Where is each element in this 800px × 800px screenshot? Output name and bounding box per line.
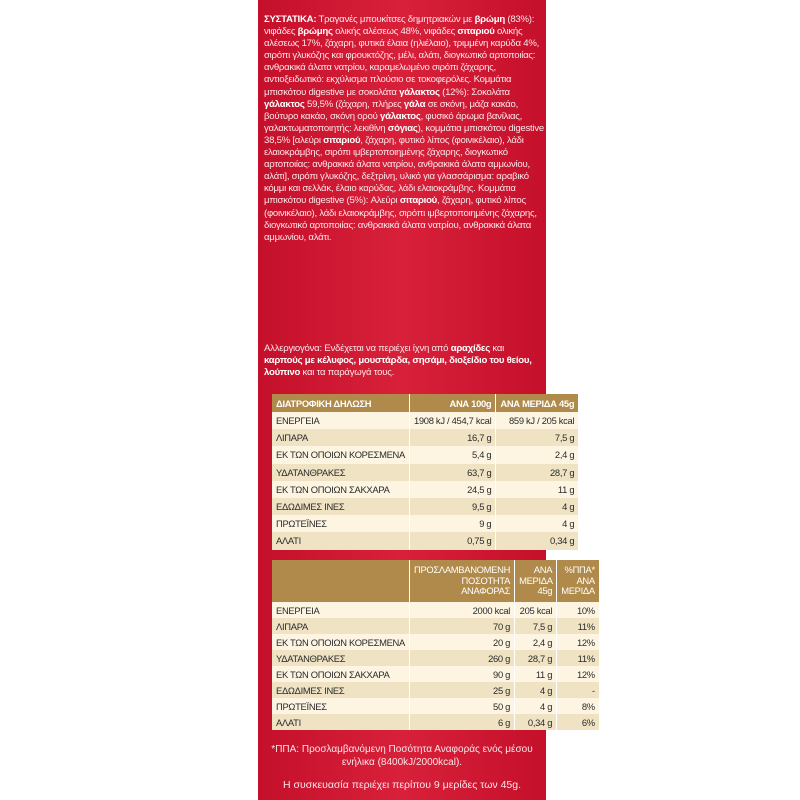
ingredients-segment: 59,5% (ζάχαρη, πλήρες: [304, 98, 404, 110]
reference-header-label: [272, 560, 409, 602]
per-serving-value: 4 g: [515, 698, 557, 714]
nutrition-row: [272, 498, 578, 515]
ingredients-segment: Τραγανές μπουκίτσες δημητριακών με: [316, 14, 475, 25]
ingredients-bold-segment: σιταριού: [457, 26, 495, 38]
reference-header-row: [272, 560, 599, 602]
nutrient-label: ΛΙΠΑΡΑ: [272, 429, 409, 446]
allergens-segment: και τα παράγωγά τους.: [300, 367, 395, 379]
nutrient-label: ΠΡΩΤΕΪΝΕΣ: [272, 698, 409, 714]
nutrient-label: ΕΔΩΔΙΜΕΣ ΙΝΕΣ: [272, 498, 409, 515]
per-serving-value: 4 g: [496, 498, 578, 515]
nutrient-label: ΥΔΑΤΑΝΘΡΑΚΕΣ: [272, 650, 409, 666]
per100-value: 16,7 g: [409, 429, 495, 446]
nutrition-row: [272, 515, 578, 532]
ri-percent-value: 10%: [557, 602, 599, 618]
per100-value: 0,75 g: [409, 532, 495, 549]
per100-value: 9,5 g: [409, 498, 495, 515]
nutrient-label: ΕΚ ΤΩΝ ΟΠΟΙΩΝ ΚΟΡΕΣΜΕΝΑ: [272, 446, 409, 463]
per-serving-value: 2,4 g: [515, 634, 557, 650]
allergens-text: [264, 343, 544, 379]
label-panel: [258, 0, 595, 800]
allergens-bold-segment: αραχίδες: [450, 343, 490, 354]
reference-header-pct: %ΠΠΑ* ΑΝΑ ΜΕΡΙΔΑ: [557, 560, 599, 602]
ri-value: 6 g: [409, 714, 514, 730]
servings-note: Η συσκευασία περιέχει περίπου 9 μερίδες των 45g.: [282, 779, 522, 791]
per100-value: 63,7 g: [409, 464, 495, 481]
per-serving-value: 28,7 g: [496, 464, 578, 481]
ri-value: 20 g: [409, 634, 514, 650]
nutrient-label: ΕΝΕΡΓΕΙΑ: [272, 412, 409, 429]
ingredients-bold-segment: γάλα: [403, 98, 426, 110]
ri-percent-value: 12%: [557, 666, 599, 682]
per-serving-value: 7,5 g: [496, 429, 578, 446]
ingredients-bold-segment: σιταριού: [399, 195, 438, 207]
ri-percent-value: -: [557, 682, 599, 698]
ingredients-bold-segment: βρώμης: [297, 26, 333, 38]
ingredients-bold-segment: γάλακτος: [399, 86, 440, 98]
per-serving-value: 4 g: [496, 515, 578, 532]
nutrition-header-per-serving: ΑΝΑ ΜΕΡΙΔΑ 45g: [496, 394, 578, 412]
allergens-bold-segment: καρπούς με κέλυφος, μουστάρδα, σησάμι, διοξείδιο του θείου, λούπινο: [264, 355, 532, 379]
ri-percent-value: 8%: [557, 698, 599, 714]
per-serving-value: 859 kJ / 205 kcal: [496, 412, 578, 429]
per100-value: 24,5 g: [409, 481, 495, 498]
nutrient-label: ΑΛΑΤΙ: [272, 532, 409, 549]
ingredients-bold-segment: ΣΥΣΤΑΤΙΚΑ:: [264, 14, 317, 25]
nutrition-row: [272, 446, 578, 463]
nutrient-label: ΕΚ ΤΩΝ ΟΠΟΙΩΝ ΚΟΡΕΣΜΕΝΑ: [272, 634, 409, 650]
ri-value: 90 g: [409, 666, 514, 682]
nutrition-row: [272, 412, 578, 429]
ri-footnote: *ΠΠΑ: Προσλαμβανόμενη Ποσότητα Αναφοράς ενός μέσου ενήλικα (8400kJ/2000kcal).: [271, 744, 533, 768]
ri-percent-value: 11%: [557, 650, 599, 666]
ingredients-segment: σε σκόνη, μάζα κακάο, βούτυρο κακάο, σκόνη ορού: [264, 98, 519, 122]
nutrition-header-per100: ΑΝΑ 100g: [409, 394, 495, 412]
nutrition-row: [272, 429, 578, 446]
per-serving-value: 2,4 g: [496, 446, 578, 463]
reference-row: [272, 698, 599, 714]
nutrient-label: ΕΝΕΡΓΕΙΑ: [272, 602, 409, 618]
reference-row: [272, 714, 599, 730]
per-serving-value: 28,7 g: [515, 650, 557, 666]
reference-header-per-serving: ΑΝΑ ΜΕΡΙΔΑ 45g: [515, 560, 557, 602]
reference-row: [272, 650, 599, 666]
nutrient-label: ΛΙΠΑΡΑ: [272, 618, 409, 634]
nutrient-label: ΕΔΩΔΙΜΕΣ ΙΝΕΣ: [272, 682, 409, 698]
nutrient-label: ΕΚ ΤΩΝ ΟΠΟΙΩΝ ΣΑΚΧΑΡΑ: [272, 481, 409, 498]
nutrient-label: ΥΔΑΤΑΝΘΡΑΚΕΣ: [272, 464, 409, 481]
per100-value: 1908 kJ / 454,7 kcal: [409, 412, 495, 429]
nutrition-row: [272, 532, 578, 549]
ingredients-segment: (12%): Σοκολάτα: [439, 86, 510, 98]
per100-value: 9 g: [409, 515, 495, 532]
ri-value: 70 g: [409, 618, 514, 634]
per-serving-value: 11 g: [515, 666, 557, 682]
reference-row: [272, 666, 599, 682]
reference-row: [272, 602, 599, 618]
ingredients-segment: , ζάχαρη, φυτικό λίπος (φοινικέλαιο), λάδι ελαιοκράμβης, σιρόπι ιμβερτοποιημένης ζάχαρης, διογκωτικό αρτοποιίας: ανθρακικά άλατα νατρίου, ανθρακικά άλατα αμμωνίου, αλάτι], σιρόπι γλυκόζης, δεξτρίνη, υλικό για γλασσάρισμα: αραβικό κόμμι και σελλάκ, έλαιο καρύδας, λάδι ελαιοκράμβης. Κομμάτια μπισκότου digestive (5%): Αλεύρι: [264, 134, 530, 207]
ingredients-segment: ολικής αλέσεως 17%, ζάχαρη, φυτικά έλαια (ηλιέλαιο), τριμμένη καρύδα 4%, σιρόπι γλυκόζης και φρουκτόζης, μέλι, αλάτι, διογκωτικό αρτοποιίας: ανθρακικά άλατα νατρίου, καραμελωμένο σιρόπι ζάχαρης, αντιοξειδωτικό: εκχύλισμα πλούσιο σε τοκοφερόλες. Κομμάτια μπισκότου digestive με σοκολάτα: [264, 26, 540, 98]
ingredients-bold-segment: γάλακτος: [380, 110, 421, 122]
reference-header-ri: ΠΡΟΣΛΑΜΒΑΝΟΜΕΝΗ ΠΟΣΟΤΗΤΑ ΑΝΑΦΟΡΑΣ: [409, 560, 514, 602]
nutrition-header-row: [272, 394, 578, 412]
per-serving-value: 0,34 g: [515, 714, 557, 730]
ingredients-bold-segment: σιταριού: [323, 134, 361, 146]
nutrition-row: [272, 464, 578, 481]
ri-percent-value: 11%: [557, 618, 599, 634]
per-serving-value: 7,5 g: [515, 618, 557, 634]
reference-row: [272, 618, 599, 634]
ri-value: 25 g: [409, 682, 514, 698]
ingredients-segment: ), κομμάτια μπισκότου digestive 38,5% [αλεύρι: [264, 122, 544, 146]
ingredients-bold-segment: βρώμη: [474, 14, 505, 25]
per-serving-value: 0,34 g: [496, 532, 578, 549]
ri-percent-value: 6%: [557, 714, 599, 730]
ingredients-bold-segment: σόγιας: [387, 122, 418, 134]
allergens-segment: και: [489, 343, 504, 354]
ingredients-segment: , φυσικό άρωμα βανίλιας, γαλακτωματοποιητής: λεκιθίνη: [264, 110, 523, 134]
ri-value: 260 g: [409, 650, 514, 666]
reference-intake-table: [272, 560, 599, 730]
ingredients-bold-segment: γάλακτος: [264, 98, 305, 110]
nutrition-row: [272, 481, 578, 498]
per-serving-value: 4 g: [515, 682, 557, 698]
ri-value: 50 g: [409, 698, 514, 714]
nutrient-label: ΑΛΑΤΙ: [272, 714, 409, 730]
nutrition-table: [272, 394, 578, 550]
ingredients-text: [264, 14, 544, 244]
nutrition-header-label: ΔΙΑΤΡΟΦΙΚΗ ΔΗΛΩΣΗ: [272, 394, 409, 412]
ri-percent-value: 12%: [557, 634, 599, 650]
ingredients-segment: ολικής αλέσεως 48%, νιφάδες: [332, 26, 458, 38]
ri-value: 2000 kcal: [409, 602, 514, 618]
allergens-segment: Αλλεργιογόνα: Ενδέχεται να περιέχει ίχνη από: [264, 343, 451, 354]
per100-value: 5,4 g: [409, 446, 495, 463]
ingredients-segment: , ζάχαρη, φυτικό λίπος (φοινικέλαιο), λάδι ελαιοκράμβης, σιρόπι ιμβερτοποιημένης ζάχαρης, διογκωτικό αρτοποιίας: ανθρακικά άλατα νατρίου, ανθρακικά άλατα αμμωνίου, αλάτι.: [264, 195, 537, 243]
reference-row: [272, 634, 599, 650]
nutrient-label: ΠΡΩΤΕΪΝΕΣ: [272, 515, 409, 532]
reference-row: [272, 682, 599, 698]
per-serving-value: 11 g: [496, 481, 578, 498]
ingredients-segment: (83%): νιφάδες: [264, 14, 535, 38]
per-serving-value: 205 kcal: [515, 602, 557, 618]
nutrient-label: ΕΚ ΤΩΝ ΟΠΟΙΩΝ ΣΑΚΧΑΡΑ: [272, 666, 409, 682]
